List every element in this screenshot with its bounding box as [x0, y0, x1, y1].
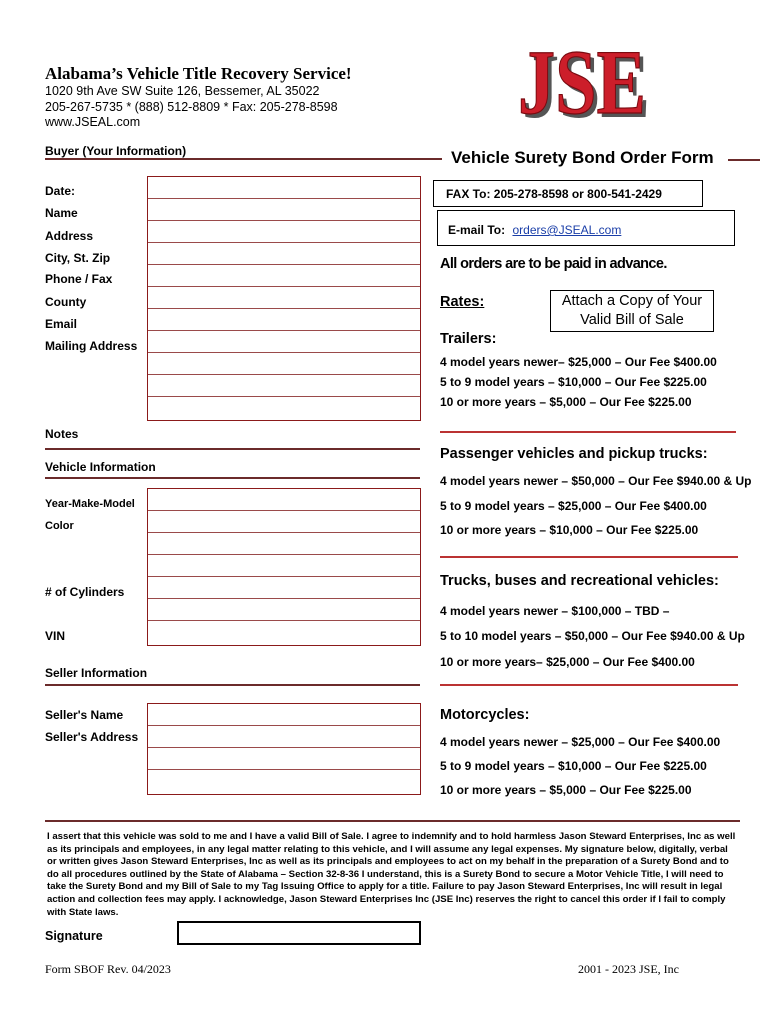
- mailing-address-field-1[interactable]: [148, 331, 420, 353]
- email-field[interactable]: [148, 309, 420, 331]
- form-title: Vehicle Surety Bond Order Form: [451, 148, 714, 167]
- attach-note-line-2: Valid Bill of Sale: [580, 312, 684, 328]
- assertion-paragraph: I assert that this vehicle was sold to me and I have a valid Bill of Sale. I agree to indemnify and to hold harmless Jason Steward Enterprises, Inc as well as its principals and employees, in any legal matter relating to this vehicle, and I will assume any legal expenses. My signature below, digitally, verbal or written gives Jason Steward Enterprises, Inc as well as its principals and employees to act on my behalf in the preparation of a Surety Bond and to do all procedures outlined by the State of Alabama – Section 32-8-36 I understand, this is a Surety Bond to secure a Motor Vehicle Title, I will need to take the Surety Bond and my Bill of Sale to my Tag Issuing Office to apply for a title. Failure to pay Jason Steward Enterprises, Inc will result in legal action and collection fees may apply. I acknowledge, Jason Steward Enterprises Inc (JSE Inc) reserves the right to cancel this order if I fail to comply with State laws.: [47, 831, 736, 918]
- trailers-rate-2: 5 to 9 model years – $10,000 – Our Fee $225.00: [440, 375, 707, 389]
- trucks-rate-2: 5 to 10 model years – $50,000 – Our Fee $940.00 & Up: [440, 629, 745, 643]
- email-link[interactable]: orders@JSEAL.com: [512, 223, 622, 237]
- passenger-rate-2: 5 to 9 model years – $25,000 – Our Fee $400.00: [440, 499, 707, 513]
- fax-text: FAX To: 205-278-8598 or 800-541-2429: [446, 187, 662, 201]
- motorcycles-title: Motorcycles:: [440, 707, 530, 723]
- company-name: Alabama’s Vehicle Title Recovery Service!: [45, 64, 352, 83]
- passenger-rate-3: 10 or more years – $10,000 – Our Fee $225.00: [440, 523, 699, 537]
- notes-rule: [45, 448, 420, 450]
- jse-logo: [512, 33, 652, 128]
- phone-fax-field[interactable]: [148, 265, 420, 287]
- date-label: Date:: [45, 184, 76, 198]
- attach-note-line-1: Attach a Copy of Your: [561, 293, 703, 309]
- form-revision: Form SBOF Rev. 04/2023: [45, 962, 171, 976]
- vehicle-heading: Vehicle Information: [45, 460, 156, 474]
- mailing-address-field-2[interactable]: [148, 353, 420, 375]
- seller-address-field-2[interactable]: [148, 748, 420, 770]
- trucks-rule: [440, 684, 738, 686]
- color-label: Color: [45, 520, 74, 532]
- motorcycles-rate-2: 5 to 9 model years – $10,000 – Our Fee $225.00: [440, 759, 707, 773]
- address-label: Address: [45, 229, 94, 243]
- signature-field[interactable]: [177, 921, 421, 945]
- cylinders-field[interactable]: [148, 577, 420, 599]
- name-label: Name: [45, 206, 78, 220]
- trailers-rule: [440, 431, 736, 433]
- buyer-fields: [147, 176, 421, 421]
- company-address: 1020 9th Ave SW Suite 126, Bessemer, AL 35022: [45, 84, 320, 98]
- copyright: 2001 - 2023 JSE, Inc: [578, 962, 679, 976]
- signature-label: Signature: [45, 929, 103, 943]
- trailers-rate-1: 4 model years newer– $25,000 – Our Fee $400.00: [440, 355, 717, 369]
- passenger-rule: [440, 556, 738, 558]
- seller-name-label: Seller's Name: [45, 708, 124, 722]
- email-label: Email: [45, 317, 78, 331]
- seller-address-field-1[interactable]: [148, 726, 420, 748]
- rates-label: Rates:: [440, 294, 485, 310]
- assertion-rule: [45, 820, 740, 822]
- trucks-rate-1: 4 model years newer – $100,000 – TBD –: [440, 604, 670, 618]
- vehicle-field-3[interactable]: [148, 533, 420, 555]
- seller-rule: [45, 684, 420, 686]
- email-box: [437, 210, 735, 246]
- vin-field[interactable]: [148, 621, 420, 642]
- cylinders-label: # of Cylinders: [45, 585, 125, 599]
- advance-payment-note: All orders are to be paid in advance.: [440, 256, 667, 272]
- notes-label: Notes: [45, 427, 79, 441]
- mailing-address-field-4[interactable]: [148, 397, 420, 418]
- seller-address-field-3[interactable]: [148, 770, 420, 791]
- email-to-label: E-mail To:: [448, 223, 506, 237]
- passenger-rate-1: 4 model years newer – $50,000 – Our Fee $940.00 & Up: [440, 474, 752, 488]
- color-field[interactable]: [148, 511, 420, 533]
- city-state-zip-field[interactable]: [148, 243, 420, 265]
- phone-fax-label: Phone / Fax: [45, 272, 113, 286]
- motorcycles-rate-3: 10 or more years – $5,000 – Our Fee $225.00: [440, 783, 692, 797]
- year-make-model-label: Year-Make-Model: [45, 498, 135, 510]
- address-field[interactable]: [148, 221, 420, 243]
- buyer-rule: [45, 158, 442, 160]
- fax-box: [433, 180, 703, 207]
- city-state-zip-label: City, St. Zip: [45, 251, 111, 265]
- passenger-title: Passenger vehicles and pickup trucks:: [440, 446, 708, 462]
- motorcycles-rate-1: 4 model years newer – $25,000 – Our Fee $400.00: [440, 735, 721, 749]
- svg-text:JSE: JSE: [518, 33, 646, 128]
- seller-heading: Seller Information: [45, 666, 148, 680]
- vin-label: VIN: [45, 629, 66, 643]
- name-field[interactable]: [148, 199, 420, 221]
- trucks-title: Trucks, buses and recreational vehicles:: [440, 573, 719, 589]
- attach-bill-of-sale-note: [550, 290, 714, 332]
- vehicle-fields: [147, 488, 421, 646]
- trailers-rate-3: 10 or more years – $5,000 – Our Fee $225.00: [440, 395, 692, 409]
- mailing-address-field-3[interactable]: [148, 375, 420, 397]
- vehicle-field-4[interactable]: [148, 555, 420, 577]
- seller-name-field[interactable]: [148, 704, 420, 726]
- trailers-title: Trailers:: [440, 331, 497, 347]
- date-field[interactable]: [148, 177, 420, 199]
- county-label: County: [45, 295, 87, 309]
- company-website[interactable]: www.JSEAL.com: [45, 115, 141, 129]
- mailing-address-label: Mailing Address: [45, 339, 138, 353]
- vehicle-field-6[interactable]: [148, 599, 420, 621]
- county-field[interactable]: [148, 287, 420, 309]
- buyer-heading: Buyer (Your Information): [45, 144, 187, 158]
- vehicle-rule: [45, 477, 420, 479]
- seller-address-label: Seller's Address: [45, 730, 139, 744]
- company-phones: 205-267-5735 * (888) 512-8809 * Fax: 205-278-8598: [45, 100, 338, 114]
- title-rule: [728, 159, 760, 161]
- year-make-model-field[interactable]: [148, 489, 420, 511]
- seller-fields: [147, 703, 421, 795]
- trucks-rate-3: 10 or more years– $25,000 – Our Fee $400.00: [440, 655, 695, 669]
- svg-text:JSE: JSE: [522, 35, 650, 128]
